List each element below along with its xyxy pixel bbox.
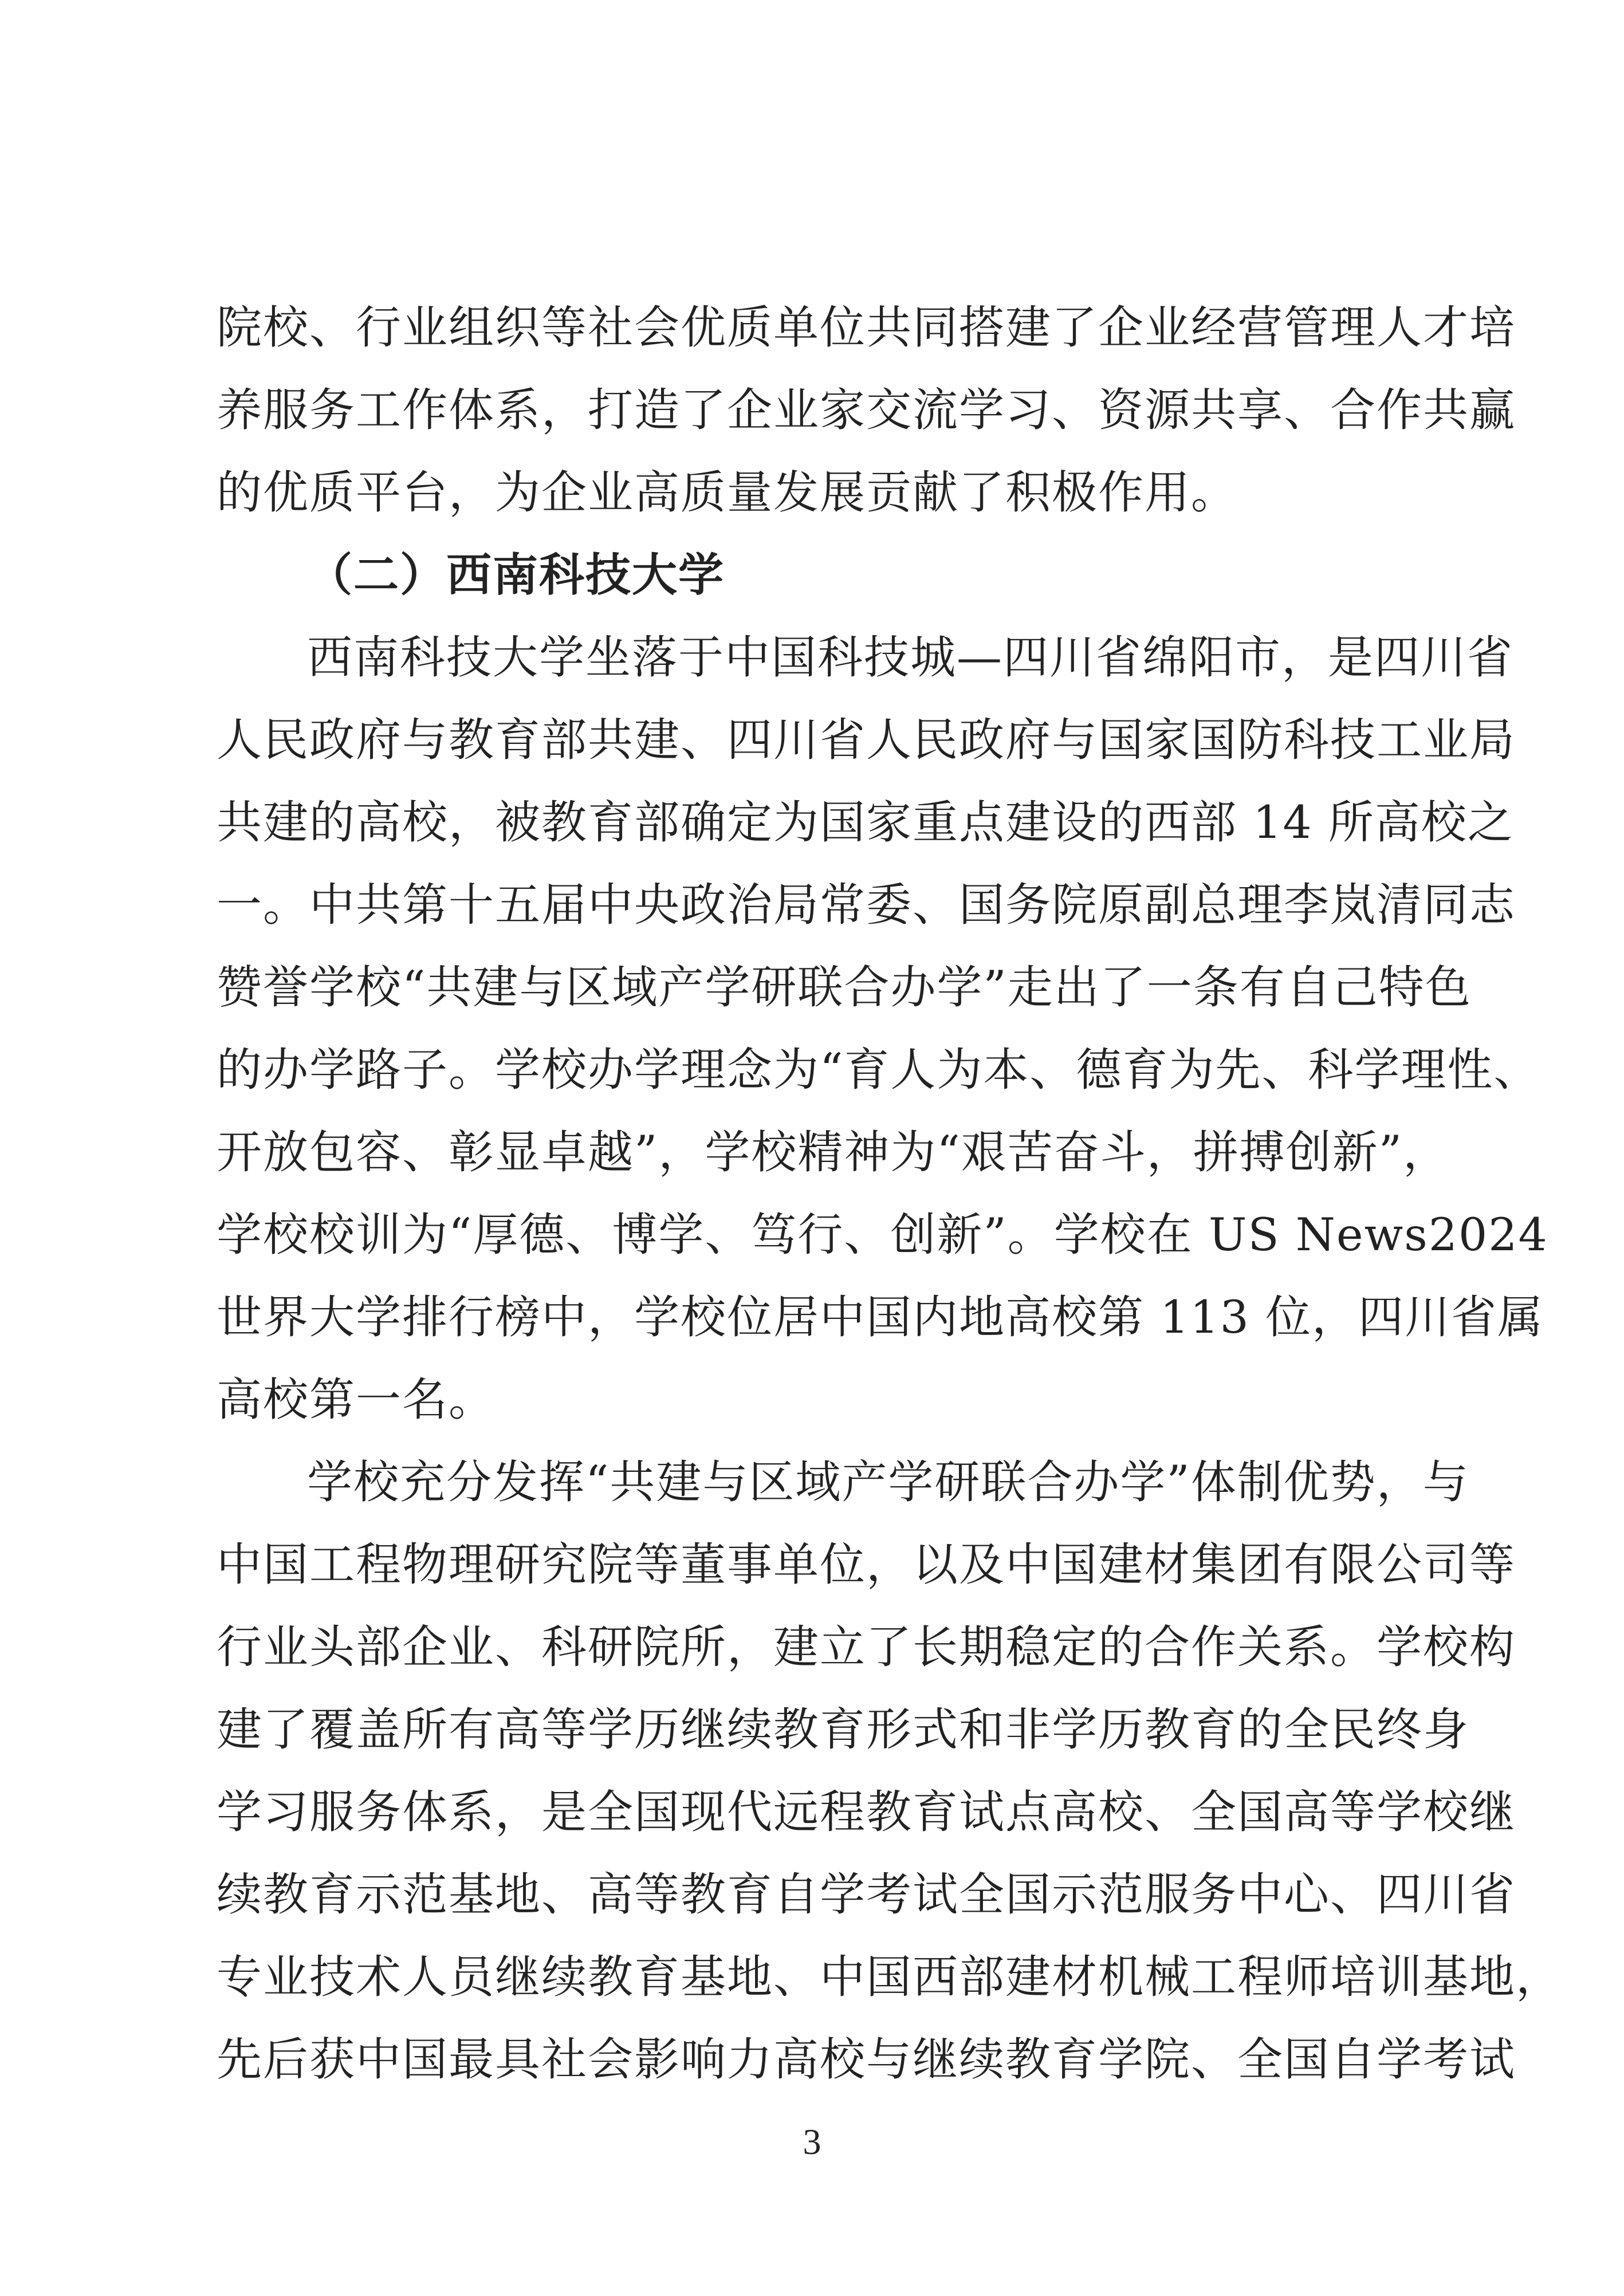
- text-line: 的优质平台，为企业高质量发展贡献了积极作用。: [217, 466, 1237, 519]
- text-line: 学校校训为“厚德、博学、笃行、创新”。学校在 US News2024: [217, 1208, 1548, 1261]
- text-line: 的办学路子。学校办学理念为“育人为本、德育为先、科学理性、: [217, 1043, 1540, 1096]
- page-number: 3: [803, 2121, 821, 2162]
- text-line: 院校、行业组织等社会优质单位共同搭建了企业经营管理人才培: [217, 301, 1516, 354]
- text-line: 专业技术人员继续教育基地、中国西部建材机械工程师培训基地，: [217, 1951, 1562, 2003]
- section-heading: （二）西南科技大学: [307, 548, 725, 601]
- text-line: 行业头部企业、科研院所，建立了长期稳定的合作关系。学校构: [217, 1621, 1516, 1673]
- body-text: [217, 286, 1562, 2101]
- text-line: 世界大学排行榜中，学校位居中国内地高校第 113 位，四川省属: [217, 1291, 1544, 1344]
- text-line: 学校充分发挥“共建与区域产学研联合办学”体制优势，与: [307, 1456, 1469, 1509]
- text-line: 中国工程物理研究院等董事单位，以及中国建材集团有限公司等: [217, 1538, 1516, 1591]
- text-line: 赞誉学校“共建与区域产学研联合办学”走出了一条有自己特色: [217, 961, 1472, 1014]
- text-line: 学习服务体系，是全国现代远程教育试点高校、全国高等学校继: [217, 1786, 1516, 1838]
- text-line: 人民政府与教育部共建、四川省人民政府与国家国防科技工业局: [217, 714, 1516, 766]
- text-line: 建了覆盖所有高等学历继续教育形式和非学历教育的全民终身: [217, 1703, 1469, 1756]
- text-line: 续教育示范基地、高等教育自学考试全国示范服务中心、四川省: [217, 1868, 1516, 1921]
- text-line: 一。中共第十五届中央政治局常委、国务院原副总理李岚清同志: [217, 879, 1516, 931]
- text-line: 高校第一名。: [217, 1373, 495, 1426]
- text-line: 先后获中国最具社会影响力高校与继续教育学院、全国自学考试: [217, 2033, 1516, 2086]
- text-line: 开放包容、彰显卓越”，学校精神为“艰苦奋斗，拼搏创新”，: [217, 1126, 1450, 1179]
- text-line: 西南科技大学坐落于中国科技城—四川省绵阳市，是四川省: [307, 631, 1513, 684]
- text-line: 养服务工作体系，打造了企业家交流学习、资源共享、合作共赢: [217, 384, 1516, 436]
- text-line: 共建的高校，被教育部确定为国家重点建设的西部 14 所高校之: [217, 796, 1514, 849]
